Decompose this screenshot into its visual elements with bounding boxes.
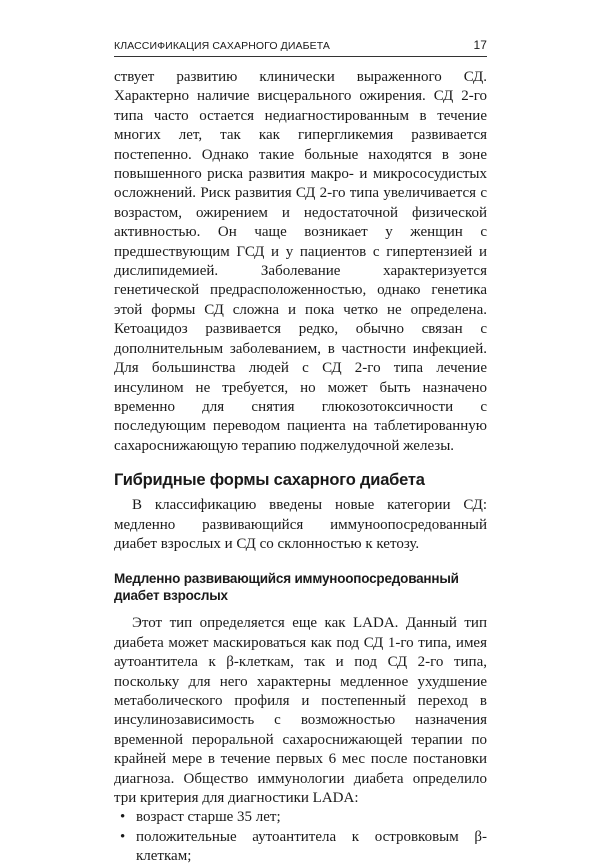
paragraph-lada: Этот тип определяется еще как LADA. Данный тип диабета может маскироваться как под СД 1-го типа, имея аутоантитела к β-клеткам, так и под СД 2-го типа, поскольку для него характерны медленное ухудшение метаболического профиля и постепенный переход в инсулинозависимость с возможностью назначения временной пероральной сахароснижающей терапии по крайней мере в течение первых 6 мес после постановки диагноза. Общество иммунологии диабета определило три критерия для диагностики LADA: xyxy=(114,615,487,806)
criteria-list xyxy=(114,808,487,866)
paragraph-continuation: ствует развитию клинически выраженного СД. Характерно наличие висцерального ожирения. СД 2-го типа часто остается недиагностированным в течение многих лет, так как гипергликемия развивается постепенно. Однако такие больные находятся в зоне повышенного риска развития макро- и микрососудистых осложнений. Риск развития СД 2-го типа увеличивается с возрастом, ожирением и недостаточной физической активностью. Он чаще возникает у женщин с предшествующим ГСД и у пациентов с гипертензией и дислипидемией. Заболевание характеризуется генетической предрасположенностью, однако генетика этой формы СД сложна и пока четко не определена. Кетоацидоз развивается редко, обычно связан с дополнительным заболеванием, в частности инфекцией. Для большинства людей с СД 2-го типа лечение инсулином не требуется, но может быть назначено временно для снятия глюкозотоксичности с последующим переводом пациента на таблетированную сахароснижающую терапию поджелудочной железы. xyxy=(114,69,487,454)
page-number: 17 xyxy=(473,38,487,52)
header-rule xyxy=(114,56,487,57)
paragraph-intro: В классификацию введены новые категории СД: медленно развивающийся иммуноопосредованный диабет взрослых и СД со склонностью к кетозу. xyxy=(114,497,487,552)
section-heading: Гибридные формы сахарного диабета xyxy=(114,471,425,490)
list-item: • положительные аутоантитела к островковым β-клеткам; xyxy=(114,828,487,867)
running-header xyxy=(114,36,487,56)
list-item: • возраст старше 35 лет; xyxy=(114,808,487,827)
book-page xyxy=(114,36,487,867)
running-title: КЛАССИФИКАЦИЯ САХАРНОГО ДИАБЕТА xyxy=(114,40,330,52)
subsection-heading: Медленно развивающийся иммуноопосредованный диабет взрослых xyxy=(114,571,459,604)
